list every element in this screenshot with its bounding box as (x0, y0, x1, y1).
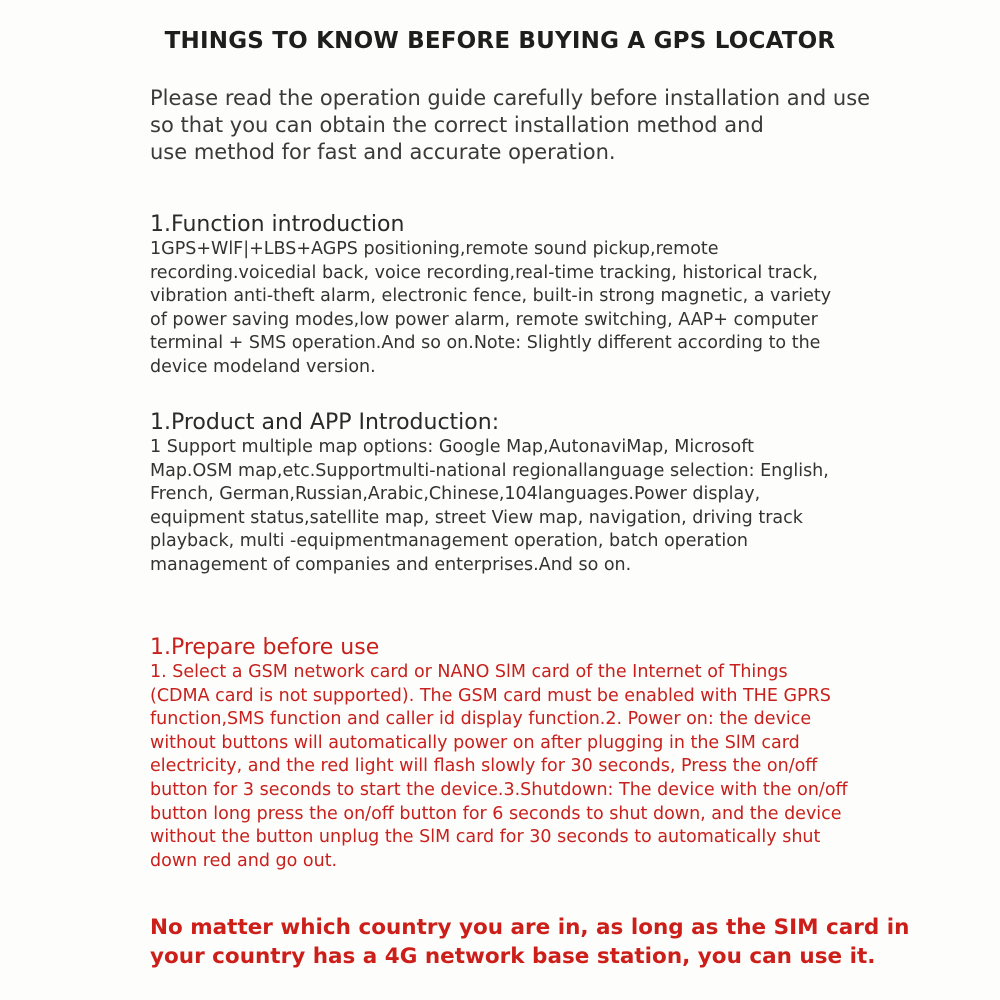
body-line: function,SMS function and caller id display function.2. Power on: the device (150, 709, 812, 730)
body-line: button long press the on/off button for 6 seconds to shut down, and the device (150, 803, 842, 824)
body-line: 1GPS+WlF|+LBS+AGPS positioning,remote sound pickup,remote (150, 239, 719, 259)
intro-line: Please read the operation guide carefully before installation and use (150, 86, 871, 110)
body-line: of power saving modes,low power alarm, remote switching, AAP+ computer (150, 309, 818, 330)
body-line: without the button unplug the SlM card for 30 seconds to automatically shut (150, 827, 821, 848)
body-line: management of companies and enterprises.And so on. (150, 554, 632, 575)
section-prepare-before-use (150, 635, 930, 873)
body-line: Map.OSM map,etc.Supportmulti-national regionallanguage selection: English, (150, 460, 829, 481)
body-line: playback, multi -equipmentmanagement operation, batch operation (150, 531, 748, 552)
section-heading: 1.Function introduction (150, 212, 405, 237)
intro-line: use method for fast and accurate operation. (150, 140, 616, 164)
body-line: device modeland version. (150, 356, 376, 377)
body-line: terminal + SMS operation.And so on.Note: Slightly different according to the (150, 333, 821, 354)
section-body (150, 661, 930, 873)
closing-notice (150, 913, 950, 971)
closing-line: your country has a 4G network base station, you can use it. (150, 944, 876, 969)
body-line: down red and go out. (150, 850, 338, 871)
body-line: equipment status,satellite map, street View map, navigation, driving track (150, 507, 803, 528)
section-heading: 1.Prepare before use (150, 635, 380, 660)
intro-paragraph (150, 85, 910, 166)
section-product-app-introduction (150, 410, 930, 578)
body-line: electricity, and the red light will flash slowly for 30 seconds, Press the on/off (150, 756, 818, 777)
section-body (150, 238, 930, 380)
section-function-introduction (150, 212, 930, 380)
section-heading: 1.Product and APP Introduction: (150, 410, 500, 435)
body-line: 1. Select a GSM network card or NANO SlM card of the Internet of Things (150, 662, 788, 682)
page-title: THINGS TO KNOW BEFORE BUYING A GPS LOCATOR (164, 28, 836, 54)
closing-line: No matter which country you are in, as long as the SIM card in (150, 915, 910, 940)
body-line: recording.voicedial back, voice recording,real-time tracking, historical track, (150, 262, 818, 283)
intro-line: so that you can obtain the correct installation method and (150, 113, 764, 137)
body-line: vibration anti-theft alarm, electronic fence, built-in strong magnetic, a variety (150, 286, 832, 307)
body-line: 1 Support multiple map options: Google Map,AutonaviMap, Microsoft (150, 437, 754, 457)
body-line: button for 3 seconds to start the device.3.Shutdown: The device with the on/off (150, 779, 848, 800)
section-body (150, 436, 930, 578)
body-line: without buttons will automatically power on after plugging in the SlM card (150, 732, 800, 753)
body-line: (CDMA card is not supported). The GSM card must be enabled with THE GPRS (150, 685, 831, 706)
body-line: French, German,Russian,Arabic,Chinese,104languages.Power display, (150, 484, 761, 505)
